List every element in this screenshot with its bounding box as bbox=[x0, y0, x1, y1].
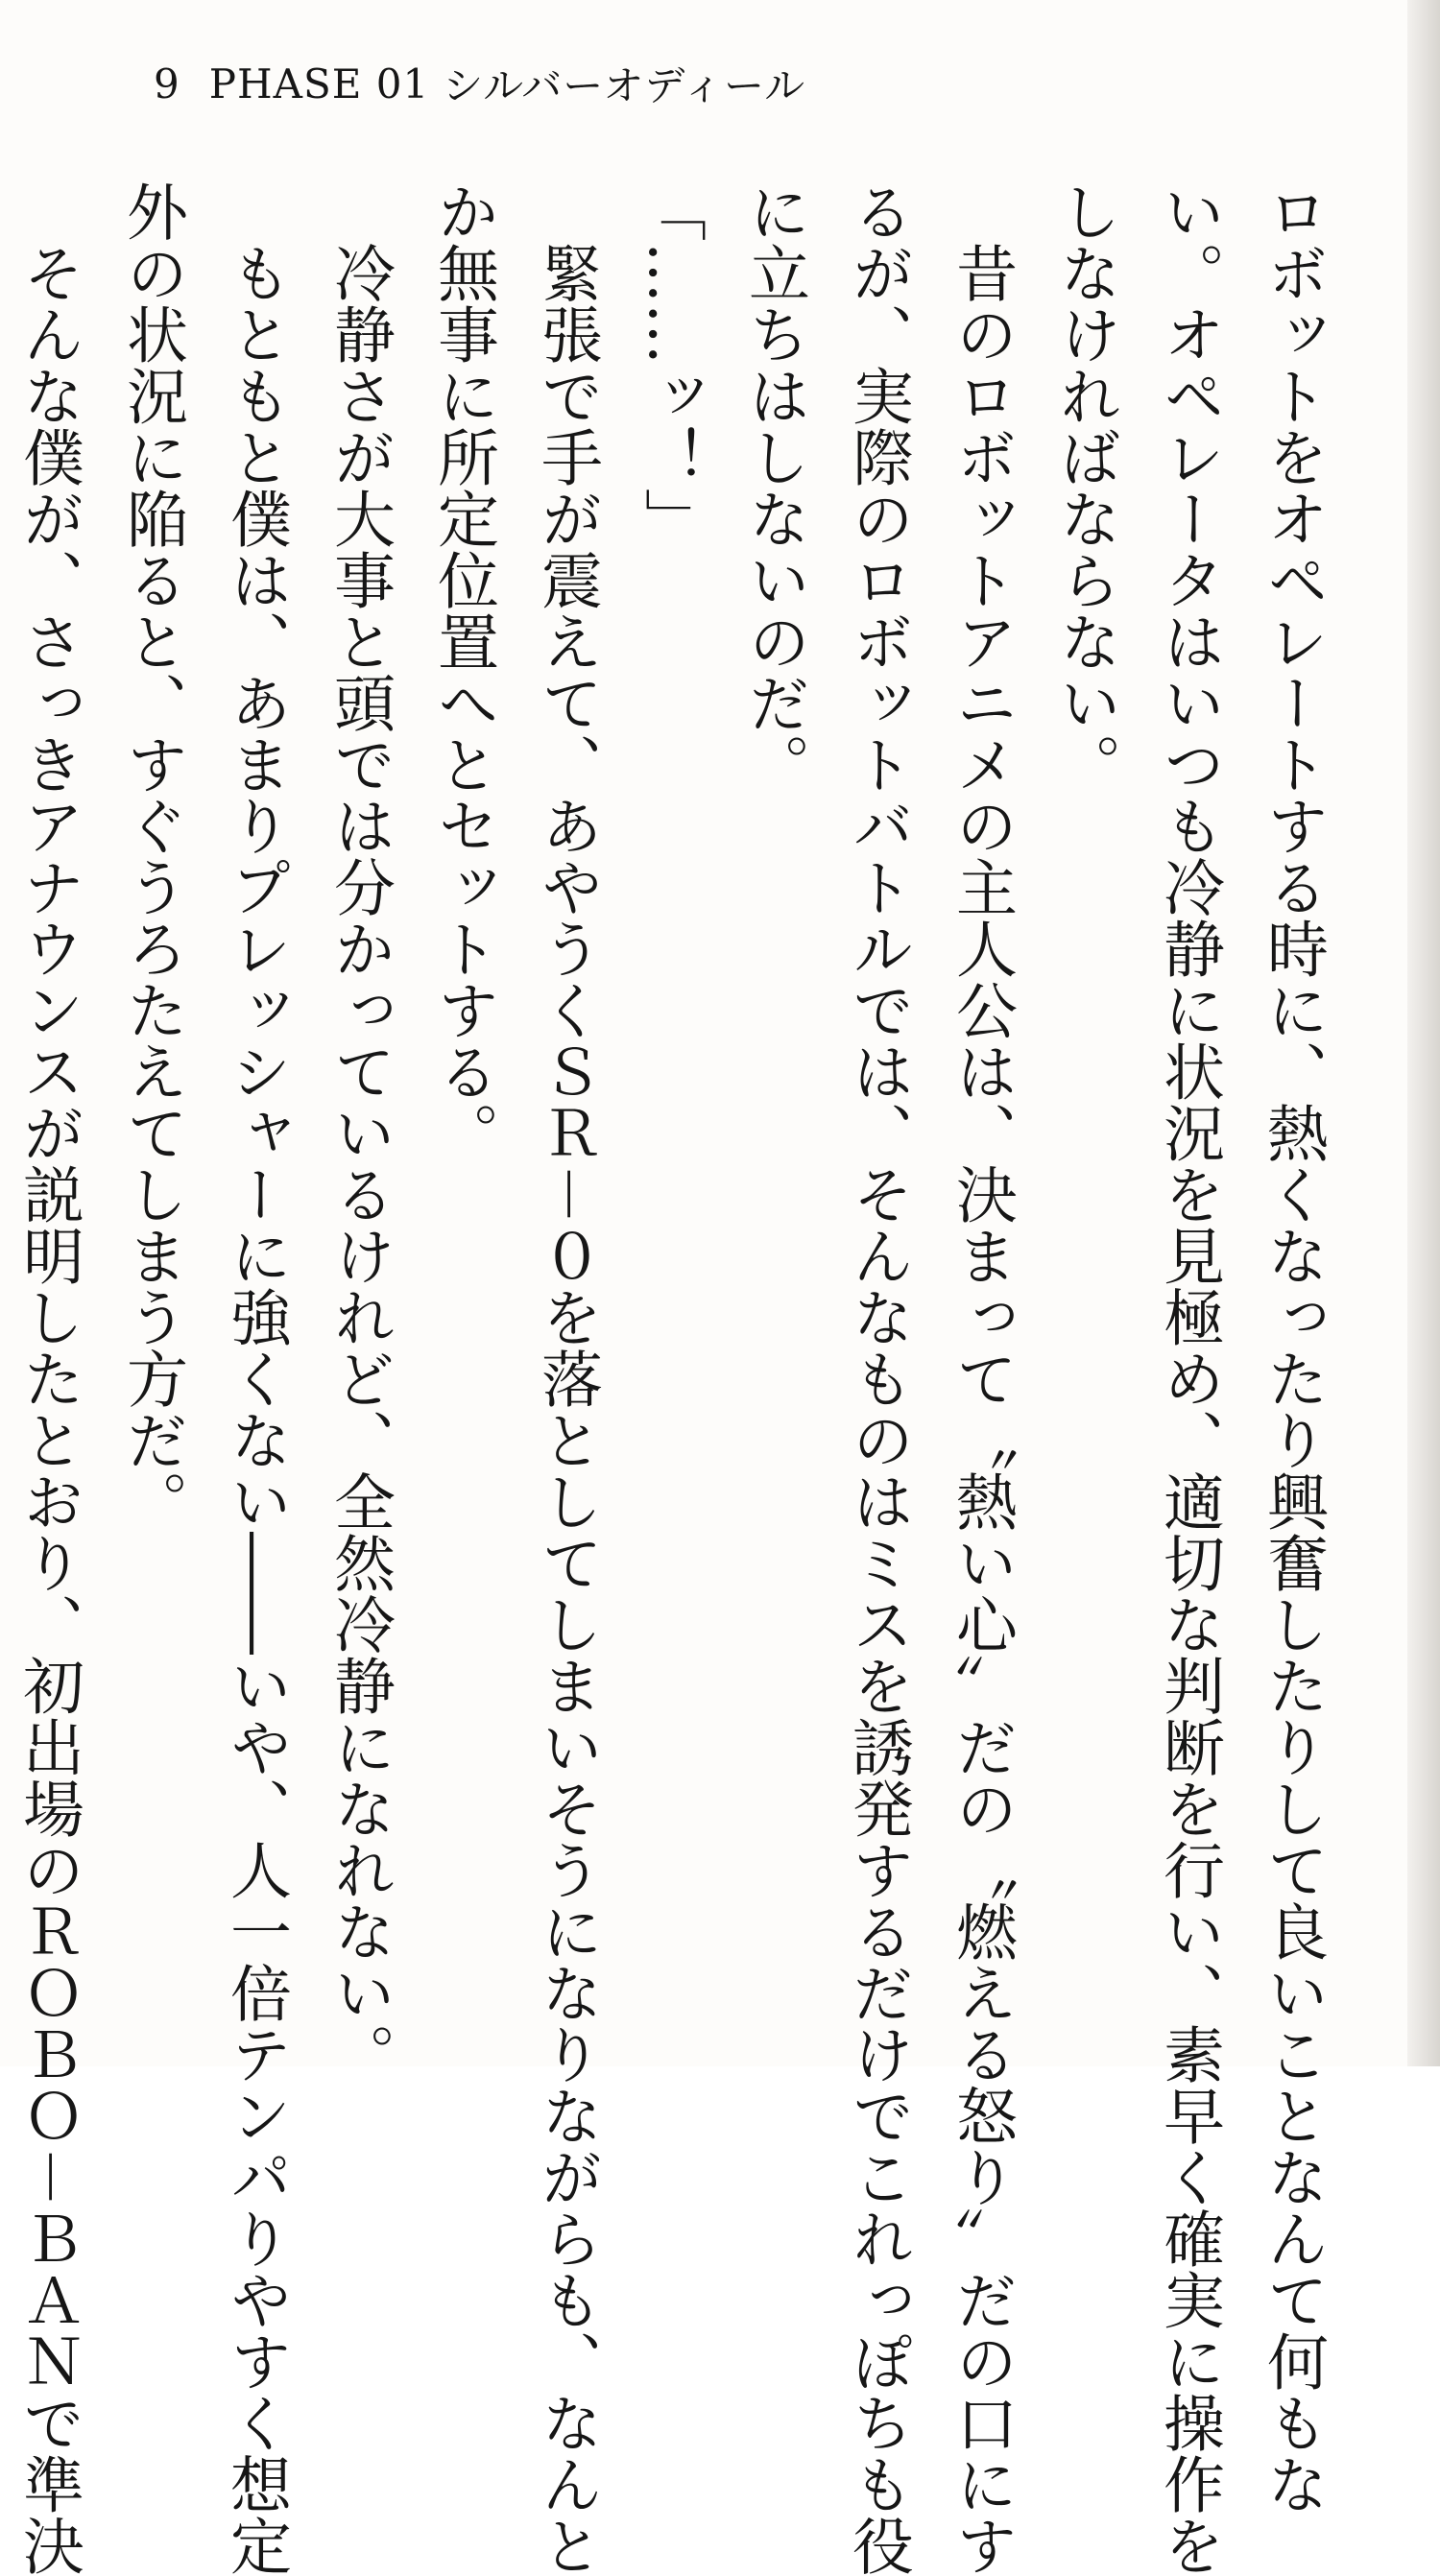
text-line: そんな僕が、さっきアナウンスが説明したとおり、初出場のＲＯＢＯ－ＢＡＮで準決 bbox=[12, 180, 84, 2576]
text-line: ロボットをオペレートする時に、熱くなったり興奮したりして良いことなんて何もな bbox=[1257, 180, 1328, 2515]
text-line: 「……ッ！」 bbox=[635, 180, 706, 549]
vertical-text-body bbox=[12, 180, 1344, 2576]
text-line: い。オペレータはいつも冷静に状況を見極め、適切な判断を行い、素早く確実に操作を bbox=[1153, 180, 1224, 2576]
phase-label: PHASE 01 bbox=[208, 60, 430, 107]
text-line: しなければならない。 bbox=[1049, 180, 1120, 795]
running-header bbox=[154, 50, 805, 117]
text-line: るが、実際のロボットバトルでは、そんなものはミスを誘発するだけでこれっぽちも役 bbox=[842, 180, 913, 2576]
text-line: か無事に所定位置へとセットする。 bbox=[427, 180, 498, 1163]
text-line: に立ちはしないのだ。 bbox=[738, 180, 809, 795]
text-line: 冷静さが大事と頭では分かっているけれど、全然冷静になれない。 bbox=[324, 180, 395, 2085]
text-line: 昔のロボットアニメの主人公は、決まって〝熱い心〟だの〝燃える怒り〟だの口にす bbox=[946, 180, 1017, 2576]
page-number: 9 bbox=[154, 60, 180, 107]
text-line: 緊張で手が震えて、あやうくＳＲ－０を落としてしまいそうになりながらも、なんと bbox=[531, 180, 602, 2576]
text-line: もともと僕は、あまりプレッシャーに強くない――いや、人一倍テンパりやすく想定 bbox=[220, 180, 291, 2576]
chapter-title: シルバーオディール bbox=[443, 62, 806, 109]
page-edge-shadow bbox=[1407, 0, 1440, 2066]
text-line: 外の状況に陥ると、すぐうろたえてしまう方だ。 bbox=[116, 180, 187, 1532]
